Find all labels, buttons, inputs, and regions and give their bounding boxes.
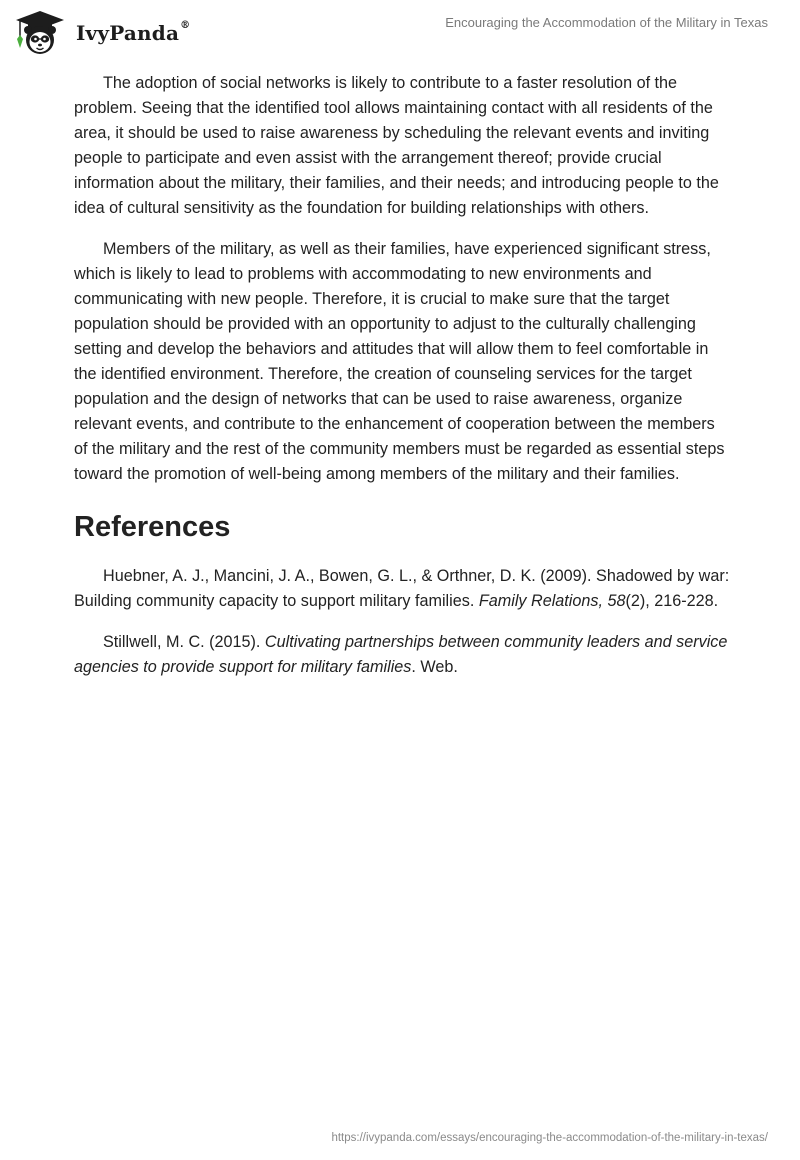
reference-entry xyxy=(74,564,730,614)
reference-source-title: Family Relations, 58 xyxy=(478,592,626,610)
document-title: Encouraging the Accommodation of the Military in Texas xyxy=(445,15,768,30)
reference-text: Stillwell, M. C. (2015). xyxy=(103,633,265,651)
page-header xyxy=(0,0,800,64)
body-paragraph: The adoption of social networks is likely to contribute to a faster resolution of the problem. Seeing that the identified tool allows maintaining contact with all residents of the area, it should be used to raise awareness by scheduling the relevant events and inviting people to participate and even assist with the arrangement thereof; provide crucial information about the military, their families, and their needs; and introducing people to the idea of cultural sensitivity as the foundation for building relationships with others. xyxy=(74,74,719,217)
panda-graduation-cap-icon xyxy=(14,8,66,56)
references-heading: References xyxy=(74,511,231,543)
registered-mark: ® xyxy=(180,20,191,32)
reference-entry xyxy=(74,630,730,680)
logo-wordmark: IvyPanda® xyxy=(76,20,191,45)
essay-content xyxy=(74,71,730,696)
reference-source-title: Cultivating partnerships between community leaders and service agencies to provide support for military families xyxy=(74,633,728,676)
reference-text: . Web. xyxy=(411,658,458,676)
body-paragraph: Members of the military, as well as their families, have experienced significant stress, which is likely to lead to problems with accommodating to new environments and communicating with new people. Therefore, it is crucial to make sure that the target population should be provided with an opportunity to adjust to the culturally challenging setting and develop the behaviors and attitudes that will allow them to feel comfortable in the identified environment. Therefore, the creation of counseling services for the target population and the design of networks that can be used to raise awareness, organize relevant events, and contribute to the enhancement of cooperation between the members of the military and the rest of the community members must be regarded as essential steps toward the promotion of well-being among members of the military and their families. xyxy=(74,240,725,483)
reference-text: Huebner, A. J., Mancini, J. A., Bowen, G. L., & Orthner, D. K. (2009). Shadowed by war: Building community capacity to support military families. xyxy=(74,567,730,610)
source-url[interactable]: https://ivypanda.com/essays/encouraging-the-accommodation-of-the-military-in-texas/ xyxy=(331,1132,768,1144)
reference-text: (2), 216-228. xyxy=(625,592,719,610)
ivypanda-logo[interactable] xyxy=(14,8,190,56)
